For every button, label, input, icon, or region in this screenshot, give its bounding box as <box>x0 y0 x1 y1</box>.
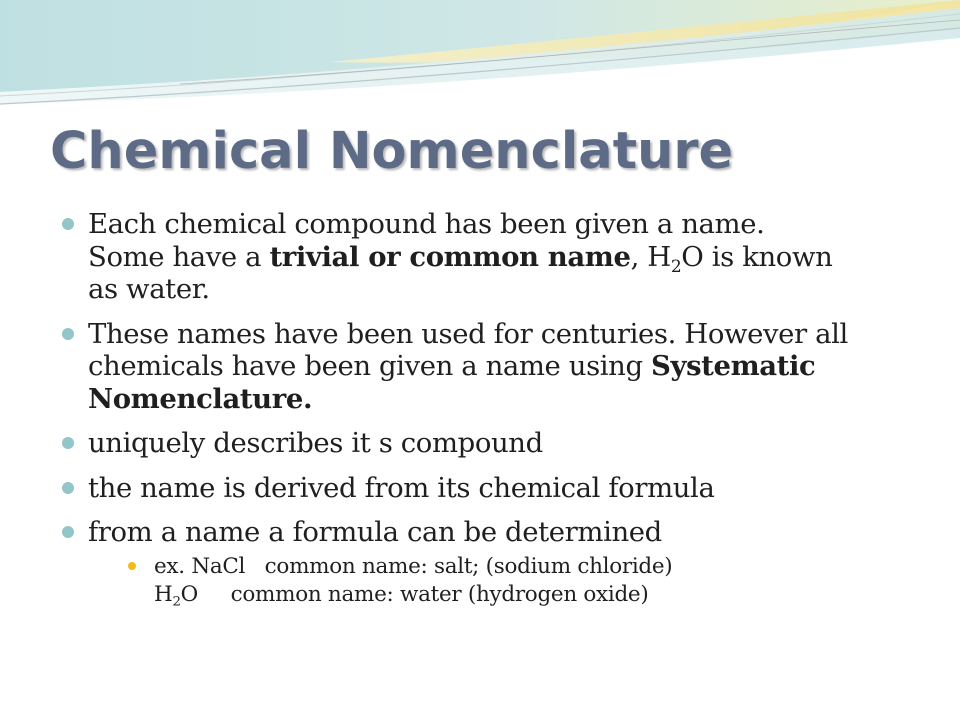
bullet-item <box>88 427 908 460</box>
bullet-item <box>88 208 908 306</box>
bold-term: trivial or common name <box>269 240 631 273</box>
slide-title: Chemical Nomenclature <box>50 122 734 181</box>
bullet-line: Each chemical compound has been given a name. <box>88 208 765 240</box>
sub-bullet-line: $H_2O$ common name: water (hydrogen oxide) <box>154 581 649 610</box>
bullet-line: as water. <box>88 273 210 305</box>
bold-term: Systematic <box>651 350 816 382</box>
bullet-line: chemicals have been given a name using Systematic <box>88 350 816 382</box>
bullet-dot-icon <box>62 437 74 449</box>
bullet-text: the name is derived from its chemical formula <box>88 471 715 504</box>
bullet-line <box>88 383 908 416</box>
bold-term: Nomenclature. <box>88 382 313 415</box>
bullet-dot-icon <box>62 328 74 340</box>
bullet-item <box>88 472 908 505</box>
bullet-dot-icon <box>62 482 74 494</box>
sub-bullet-line: ex. NaCl common name: salt; (sodium chloride) <box>154 553 673 579</box>
subscript: 2 <box>670 256 682 277</box>
bullet-item <box>88 318 908 416</box>
bullet-dot-icon <box>62 526 74 538</box>
subscript: 2 <box>172 594 181 610</box>
bullet-line: Some have a trivial or common name, $H_2O$ is known <box>88 240 833 277</box>
bullet-dot-icon <box>62 218 74 230</box>
header-swoosh-decoration <box>0 0 960 130</box>
sub-bullet-list <box>0 553 960 609</box>
bullet-line: These names have been used for centuries. However all <box>88 317 848 350</box>
sub-bullet-item <box>154 553 960 609</box>
bullet-text: from a name a formula can be determined <box>88 516 662 548</box>
bullet-list <box>0 208 960 609</box>
bullet-text: uniquely describes it s compound <box>88 427 543 459</box>
sub-bullet-dot-icon <box>128 562 136 570</box>
bullet-item <box>88 516 908 549</box>
sub-bullet-container <box>0 553 960 609</box>
